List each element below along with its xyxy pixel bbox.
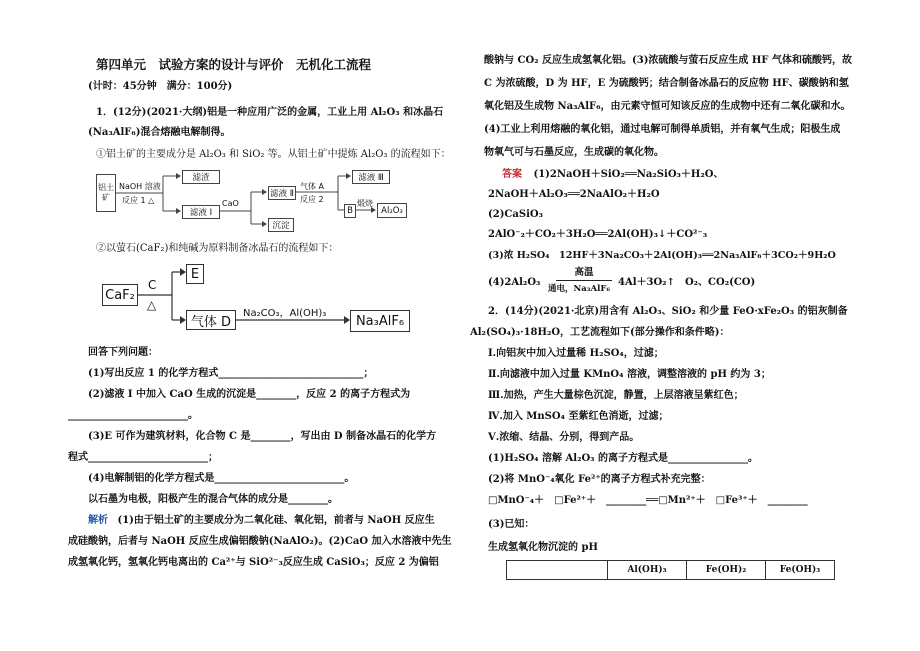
analysis-cont-line1: 酸钠与 CO₂ 反应生成氢氧化铝。(3)浓硫酸与萤石反应生成 HF 气体和硫酸钙，故 <box>484 55 852 66</box>
analysis-line3: 成氢氧化钙，氢氧化钙电离出的 Ca²⁺与 SiO²⁻₃反应生成 CaSiO₃；反应 2 为偏铝 <box>68 557 439 568</box>
q2-sub1: (1)H₂SO₄ 溶解 Al₂O₃ 的离子方程式是________________。 <box>488 453 759 464</box>
e-box: E <box>186 264 204 284</box>
answer-4-condition-bottom: 通电，Na₃AlF₆ <box>548 284 611 294</box>
q1-sub4-cont: 以石墨为电极，阳极产生的混合气体的成分是________。 <box>88 494 338 505</box>
answer-2a: (2)CaSiO₃ <box>488 209 543 220</box>
ph-table <box>506 560 835 580</box>
answer-2b: 2AlO⁻₂＋CO₂＋3H₂O══2Al(OH)₃↓＋CO²⁻₃ <box>488 229 708 240</box>
q1-sub1: (1)写出反应 1 的化学方程式_____________________________； <box>88 368 374 379</box>
time-score: (计时：45分钟 满分：100分) <box>88 81 233 92</box>
q2-sub3-caption: 生成氢氧化物沉淀的 pH <box>488 542 598 553</box>
table-header-cell: Fe(OH)₃ <box>766 561 835 580</box>
delta-label: △ <box>147 298 157 312</box>
reaction1-label: 反应 1 △ <box>122 196 155 205</box>
naoh-label: NaOH 溶液 <box>119 182 161 191</box>
b-box: B <box>344 204 356 218</box>
precipitate-box: 沉淀 <box>268 218 294 232</box>
q1-sub4: (4)电解制铝的化学方程式是__________________________。 <box>88 473 355 484</box>
answer-prompt: 回答下列问题： <box>88 347 158 358</box>
gas-a-label: 气体 A <box>300 182 325 191</box>
q1-sub2-blank: ________________________。 <box>68 410 198 421</box>
table-header-cell: Al(OH)₃ <box>608 561 687 580</box>
q2-step1: Ⅰ.向铝灰中加入过量稀 H₂SO₄，过滤； <box>488 348 664 359</box>
filtrate2-box: 滤液 Ⅱ <box>268 186 296 200</box>
analysis-cont-line2: C 为浓硫酸，D 为 HF，E 为硫酸钙；结合制备冰晶石的反应物 HF、碳酸钠和氢 <box>484 78 849 89</box>
filtrate1-box: 滤液 Ⅰ <box>182 205 220 219</box>
table-row <box>507 561 835 580</box>
answer-label: 答案 <box>502 169 522 180</box>
gas-d-box: 气体 D <box>186 310 236 330</box>
q1-part1-intro: ①铝土矿的主要成分是 Al₂O₃ 和 SiO₂ 等。从铝土矿中提炼 Al₂O₃ 的流程如下： <box>96 149 451 160</box>
q2-stem-line2: Al₂(SO₄)₃·18H₂O，工艺流程如下(部分操作和条件略)： <box>470 327 730 338</box>
q1-sub3: (3)E 可作为建筑材料，化合物 C 是________，写出由 D 制备冰晶石的化学方 <box>88 431 437 442</box>
answer-4-condition-top: 高温 <box>556 266 612 281</box>
product-al2o3-box: Al₂O₃ <box>377 203 407 218</box>
analysis-line2: 成硅酸钠，后者与 NaOH 反应生成偏铝酸钠(NaAlO₂)。(2)CaO 加入水溶液中先生 <box>68 536 452 547</box>
flow-diagram-1 <box>88 168 464 238</box>
cao-label: CaO <box>222 199 239 208</box>
q1-sub2: (2)滤液 Ⅰ 中加入 CaO 生成的沉淀是________，反应 2 的离子方程式为 <box>88 389 411 400</box>
q1-stem-line2: (Na₃AlF₆)混合熔融电解制得。 <box>88 127 231 138</box>
analysis-cont-line3: 氧化铝及生成物 Na₃AlF₆，由元素守恒可知该反应的生成物中还有二氧化碳和水。 <box>484 101 851 112</box>
calcine-label: 煅烧 <box>357 199 373 208</box>
reagents-label: Na₂CO₃，Al(OH)₃ <box>243 308 327 319</box>
answer-1b: 2NaOH＋Al₂O₃══2NaAlO₂＋H₂O <box>488 189 660 200</box>
analysis-cont-line5: 物氧气可与石墨反应，生成碳的氧化物。 <box>484 147 664 158</box>
answer-3: (3)浓 H₂SO₄ 12HF＋3Na₂CO₃＋2Al(OH)₃══2Na₃AlF₆＋3CO₂＋9H₂O <box>488 250 836 261</box>
table-header-cell: Fe(OH)₂ <box>687 561 766 580</box>
c-label: C <box>148 278 157 292</box>
q1-stem-line1: 1．(12分)(2021·大纲)铝是一种应用广泛的金属，工业上用 Al₂O₃ 和冰晶石 <box>96 107 444 118</box>
q2-stem-line1: 2．(14分)(2021·北京)用含有 Al₂O₃、SiO₂ 和少量 FeO·xFe₂O₃ 的铝灰制备 <box>488 306 848 317</box>
answer-4-post: 4Al＋3O₂↑ O₂、CO₂(CO) <box>618 277 756 288</box>
q2-sub2-equation: □MnO⁻₄＋ □Fe²⁺＋ ________══□Mn²⁺＋ □Fe³⁺＋ ________ <box>488 495 808 506</box>
unit-title: 第四单元 试验方案的设计与评价 无机化工流程 <box>96 57 372 72</box>
cryolite-product-box: Na₃AlF₆ <box>350 310 410 332</box>
q2-sub3: (3)已知： <box>488 519 535 530</box>
q2-step2: Ⅱ.向滤液中加入过量 KMnO₄ 溶液，调整溶液的 pH 约为 3； <box>488 369 771 380</box>
table-header-cell <box>507 561 608 580</box>
q2-sub2: (2)将 MnO⁻₄氧化 Fe²⁺的离子方程式补充完整： <box>488 474 711 485</box>
residue-box: 滤渣 <box>182 170 220 184</box>
q2-step3: Ⅲ.加热，产生大量棕色沉淀，静置，上层溶液呈紫红色； <box>488 390 744 401</box>
analysis-cont-line4: (4)工业上利用熔融的氧化铝，通过电解可制得单质铝，并有氧气生成；阳极生成 <box>484 124 841 135</box>
bauxite-ore-box: 铝土矿 <box>96 174 116 212</box>
answer-4-pre: (4)2Al₂O₃ <box>488 277 541 288</box>
caf2-box: CaF₂ <box>102 284 138 306</box>
q2-step4: Ⅳ.加入 MnSO₄ 至紫红色消逝，过滤； <box>488 411 669 422</box>
flow-diagram-2 <box>88 262 464 342</box>
q2-step5: Ⅴ.浓缩、结晶、分别，得到产品。 <box>488 432 640 443</box>
filtrate3-box: 滤液 Ⅲ <box>352 170 390 184</box>
answer-1a: (1)2NaOH＋SiO₂══Na₂SiO₃＋H₂O、 <box>533 169 724 180</box>
analysis-label: 解析 <box>88 515 108 526</box>
q1-part2-intro: ②以萤石(CaF₂)和纯碱为原料制备冰晶石的流程如下： <box>96 243 339 254</box>
q1-sub3-cont: 程式________________________； <box>68 452 218 463</box>
reaction2-label: 反应 2 <box>300 195 324 204</box>
analysis-line1: (1)由于铝土矿的主要成分为二氧化硅、氧化铝，前者与 NaOH 反应生 <box>117 515 435 526</box>
